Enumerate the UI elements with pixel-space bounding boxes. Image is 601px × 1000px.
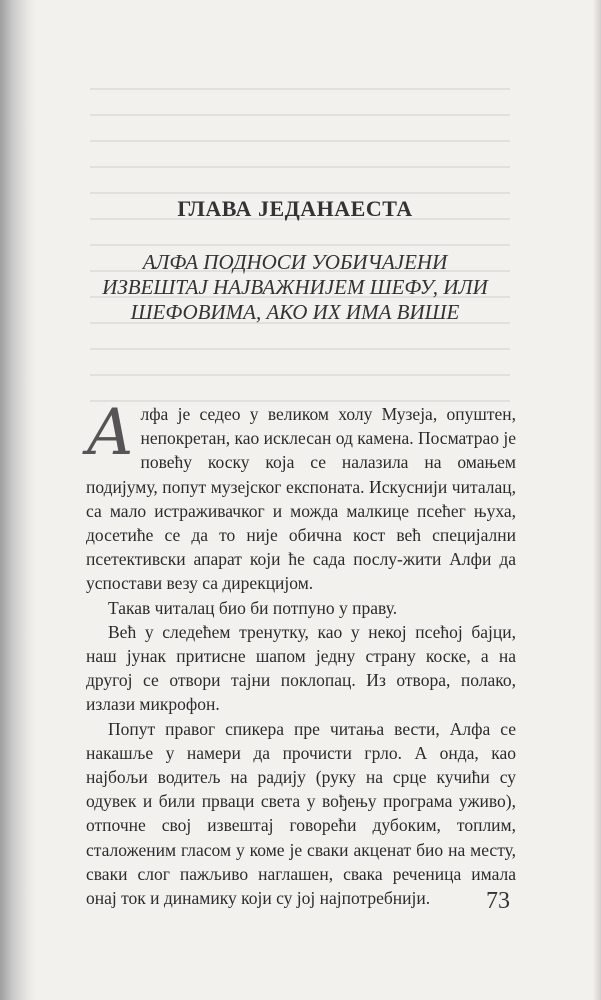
paragraph-3: Већ у следећем тренутку, као у некој псећој бајци, наш јунак притисне шапом једну страну коске, а на другој се отвори тајни поклопац. Из отвора, полако, излази микрофон.	[86, 621, 516, 715]
chapter-heading: ГЛАВА ЈЕДАНАЕСТА	[177, 196, 413, 221]
paragraph-1-text: лфа је седео у великом холу Музеја, опуштен, непокретан, као исклесан од камена. Посматрао је повећу коску која се налазила на омањем подијуму, попут музејског експоната. Искуснији читалац, са мало истраживачког и можда малкице псећег њуха, досетиће се да то није обична кост већ специјални псетективски апарат који ће сада послу-жити Алфи да успостави везу са дирекцијом.	[86, 404, 516, 594]
paragraph-2: Такав читалац био би потпуно у праву.	[108, 597, 398, 618]
book-spine-shadow	[0, 0, 36, 1000]
page-edge-shadow	[593, 0, 601, 1000]
page-number: 73	[486, 888, 510, 914]
paragraph-4: Попут правог спикера пре читања вести, Алфа се накашље у намери да прочисти грло. А онда, као најбољи водитељ на радију (руку на срце кучићи су одувек и били прваци света у вођењу програма уживо), отпочне свој извештај говорећи дубоким, топлим, сталоженим гласом у коме је сваки акценат био на месту, сваки слог пажљиво наглашен, свака реченица имала онај ток и динамику који су јој најпотребнији.	[86, 718, 516, 909]
chapter-subtitle: АЛФА ПОДНОСИ УОБИЧАЈЕНИ ИЗВЕШТАЈ НАЈВАЖНИЈЕМ ШЕФУ, ИЛИ ШЕФОВИМА, АКО ИХ ИМА ВИШЕ	[102, 250, 488, 324]
paragraph-1	[86, 396, 516, 596]
drop-cap-letter: А	[86, 396, 135, 470]
chapter-body	[86, 396, 516, 910]
